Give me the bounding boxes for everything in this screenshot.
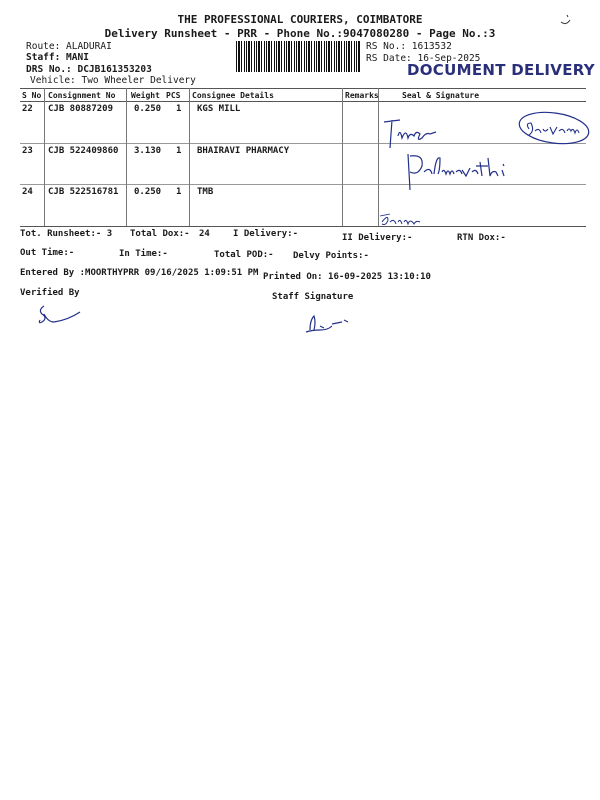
signature-thugs [380, 114, 440, 152]
column-divider [378, 88, 379, 226]
rs-number: RS No.: 1613532 [366, 41, 452, 52]
staff-signature-label: Staff Signature [272, 292, 354, 302]
table-bottom-border [20, 226, 586, 227]
staff-signature [302, 312, 352, 336]
row-pcs: 1 [176, 104, 182, 114]
column-divider [189, 88, 190, 226]
out-time: Out Time:- [20, 248, 75, 258]
tot-runsheet: Tot. Runsheet:- 3 [20, 229, 113, 239]
header-sno: S No [22, 91, 42, 100]
i-delivery: I Delivery:- [233, 229, 299, 239]
row-sno: 23 [22, 146, 33, 156]
staff-label: Staff: MANI [26, 52, 89, 63]
row-pcs: 1 [176, 187, 182, 197]
row-consignment: CJB 80887209 [48, 104, 114, 114]
barcode [236, 41, 361, 72]
entered-by: Entered By :MOORTHYPRR 09/16/2025 1:09:51 PM [20, 268, 259, 278]
row-consignment: CJB 522409860 [48, 146, 119, 156]
ii-delivery: II Delivery:- [342, 233, 413, 243]
total-dox-value: 24 [199, 229, 210, 239]
column-divider [44, 88, 45, 226]
header-consignee: Consignee Details [192, 91, 274, 100]
corner-mark-icon [558, 12, 574, 30]
verifier-signature [34, 302, 84, 326]
vehicle-label: Vehicle: Two Wheeler Delivery [30, 75, 196, 86]
verified-by-label: Verified By [20, 288, 80, 298]
route-label: Route: ALADURAI [26, 41, 112, 52]
total-dox-label: Total Dox:- [130, 229, 190, 239]
row-sno: 24 [22, 187, 33, 197]
row-pcs: 1 [176, 146, 182, 156]
row-weight: 3.130 [134, 146, 162, 156]
row-consignee: TMB [197, 187, 214, 197]
table-header-border [20, 101, 586, 102]
header-weight: Weight [131, 91, 160, 100]
signature-padmavathi [400, 148, 520, 194]
row-weight: 0.250 [134, 187, 162, 197]
column-divider [126, 88, 127, 226]
document-title: THE PROFESSIONAL COURIERS, COIMBATORE [177, 13, 423, 26]
total-pod: Total POD:- [214, 250, 274, 260]
document-delivery-stamp: DOCUMENT DELIVERY [407, 61, 595, 79]
row-consignee: BHAIRAVI PHARMACY [197, 146, 290, 156]
signature-sanjay [378, 210, 428, 230]
column-divider [342, 88, 343, 226]
table-top-border [20, 88, 586, 89]
rs-date: RS Date: 16-Sep-2025 [366, 53, 481, 64]
delvy-points: Delvy Points:- [293, 251, 369, 261]
row-consignment: CJB 522516781 [48, 187, 119, 197]
in-time: In Time:- [119, 249, 168, 259]
header-pcs: PCS [166, 91, 181, 100]
rtn-dox: RTN Dox:- [457, 233, 506, 243]
name-stamp-sarvam [515, 107, 593, 149]
document-subtitle: Delivery Runsheet - PRR - Phone No.:9047080280 - Page No.:3 [104, 27, 496, 40]
row-weight: 0.250 [134, 104, 162, 114]
drs-number: DRS No.: DCJB161353203 [26, 64, 152, 75]
header-consignment: Consignment No [48, 91, 116, 100]
row-consignee: KGS MILL [197, 104, 241, 114]
row-sno: 22 [22, 104, 33, 114]
row-divider [20, 143, 586, 144]
header-remarks: Remarks [345, 91, 379, 100]
header-seal-signature: Seal & Signature [402, 91, 480, 100]
printed-on: Printed On: 16-09-2025 13:10:10 [263, 272, 431, 282]
